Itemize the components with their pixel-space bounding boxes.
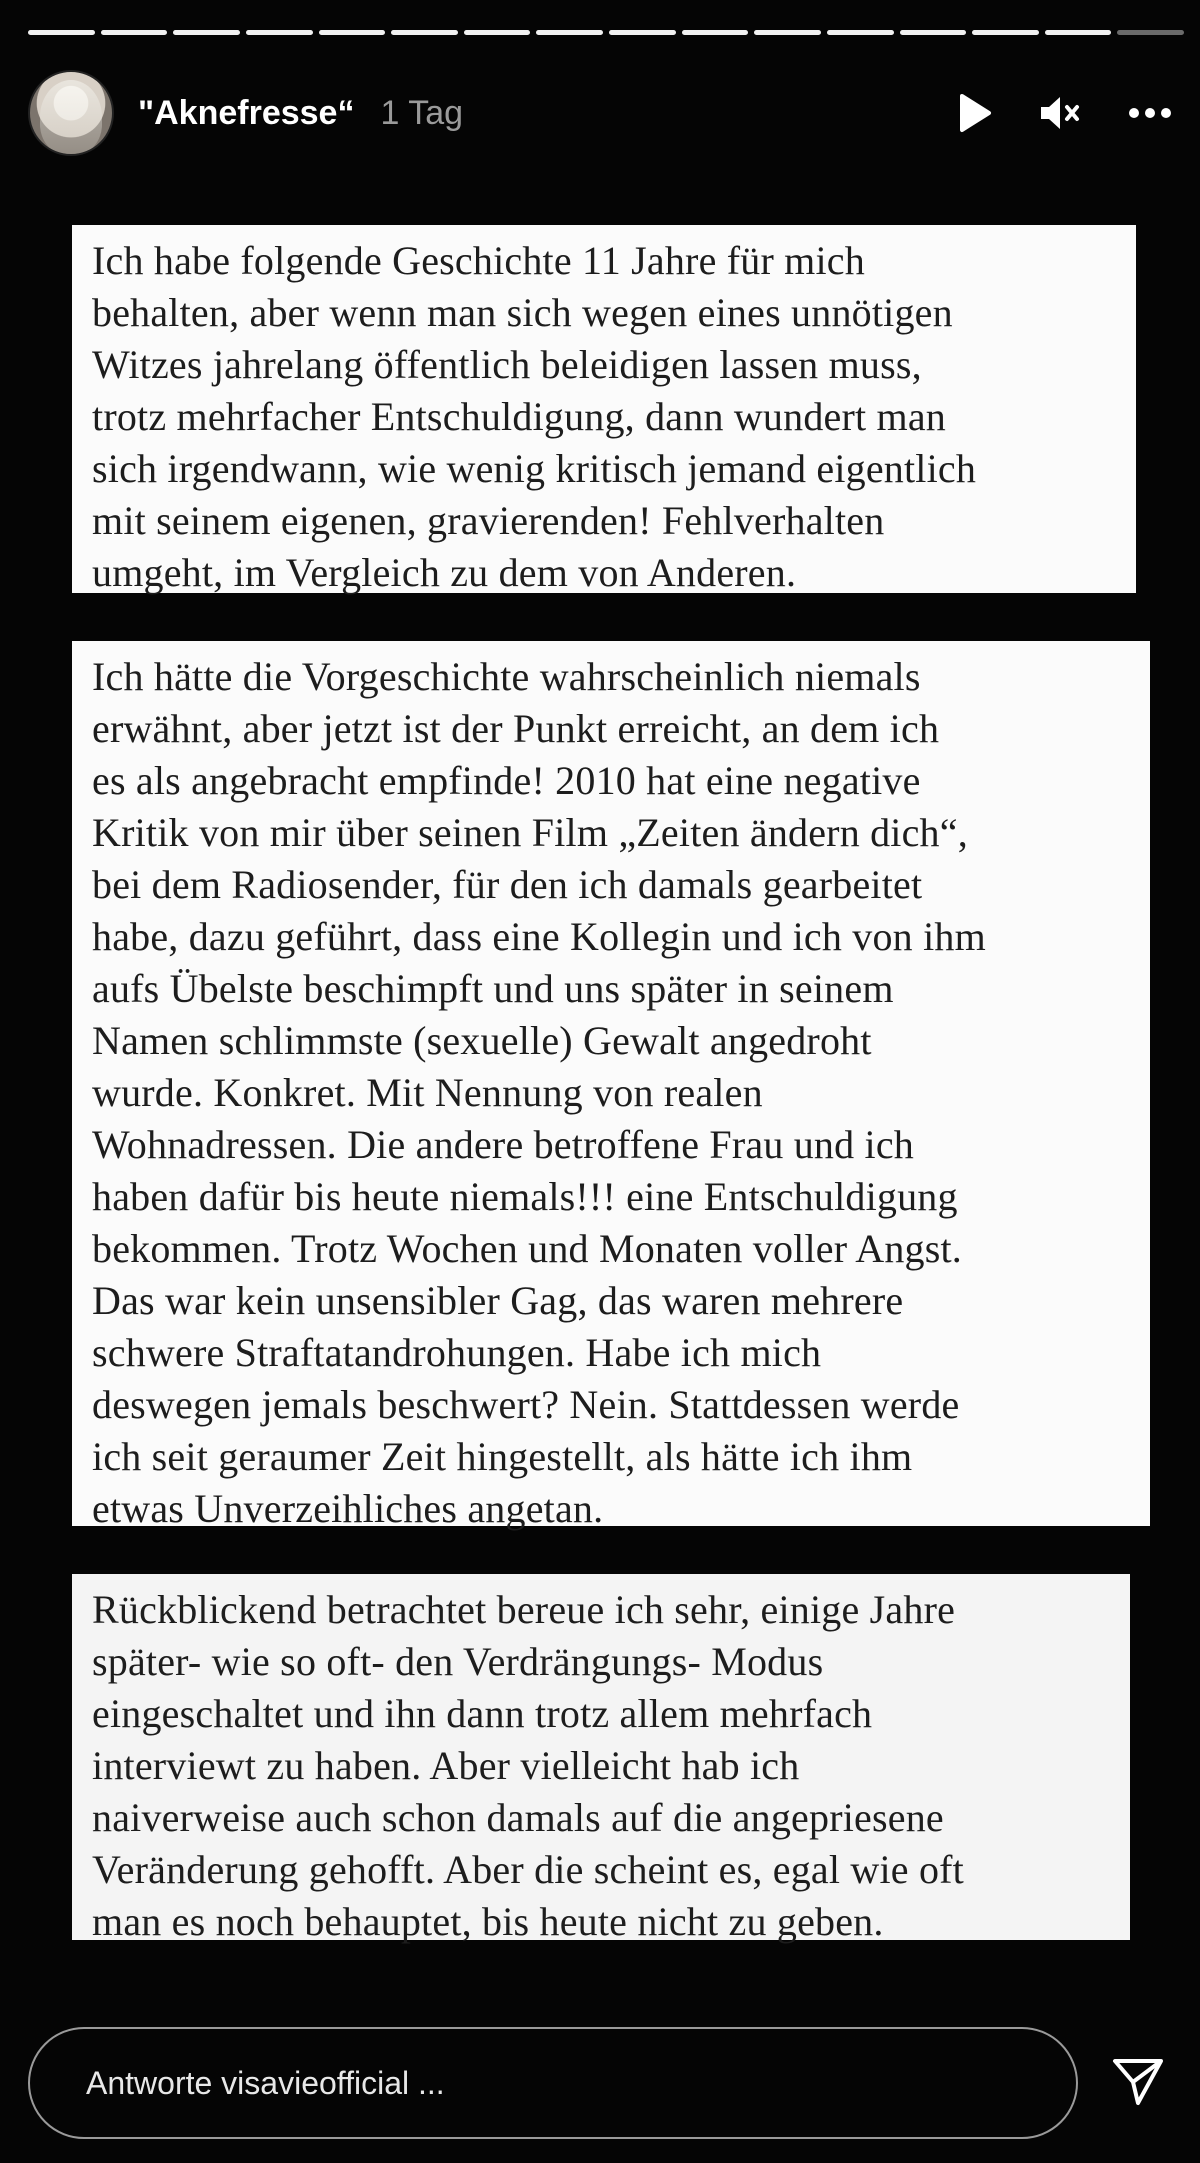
text-card-3: Rückblickend betrachtet bereue ich sehr, einige Jahre später- wie so oft- den Verdrängungs- Modus eingeschaltet und ihn dann trotz allem mehrfach interviewt zu haben. Aber vielleicht hab ich naiverweise auch schon damals auf die angepriesene Veränderung gehofft. Aber die scheint es, egal wie oft man es noch behauptet, bis heute nicht zu geben. — [72, 1574, 1130, 1940]
send-icon[interactable] — [1110, 2053, 1166, 2114]
reply-placeholder: Antworte visavieofficial ... — [86, 2064, 445, 2101]
play-icon[interactable] — [956, 93, 992, 133]
post-time: 1 Tag — [380, 93, 464, 132]
story-header — [28, 70, 1172, 156]
progress-segment — [754, 30, 821, 35]
header-controls — [956, 93, 1172, 133]
username[interactable]: "Aknefresse“ — [138, 93, 355, 132]
progress-segment-current — [1117, 30, 1184, 35]
progress-segment — [28, 30, 95, 35]
progress-segment — [173, 30, 240, 35]
text-card-2: Ich hätte die Vorgeschichte wahrscheinlich niemals erwähnt, aber jetzt ist der Punkt erreicht, an dem ich es als angebracht empfinde! 2010 hat eine negative Kritik von mir über seinen Film „Zeiten ändern dich“, bei dem Radiosender, für den ich damals gearbeitet habe, dazu geführt, dass eine Kollegin und ich von ihm aufs Übelste beschimpft und uns später in seinem Namen schlimmste (sexuelle) Gewalt angedroht wurde. Konkret. Mit Nennung von realen Wohnadressen. Die andere betroffene Frau und ich haben dafür bis heute niemals!!! eine Entschuldigung bekommen. Trotz Wochen und Monaten voller Angst. Das war kein unsensibler Gag, das waren mehrere schwere Straftatandrohungen. Habe ich mich deswegen jemals beschwert? Nein. Stattdessen werde ich seit geraumer Zeit hingestellt, als hätte ich ihm etwas Unverzeihliches angetan. — [72, 641, 1150, 1526]
progress-segment — [464, 30, 531, 35]
text-card-1: Ich habe folgende Geschichte 11 Jahre für mich behalten, aber wenn man sich wegen eines unnötigen Witzes jahrelang öffentlich beleidigen lassen muss, trotz mehrfacher Entschuldigung, dann wundert man sich irgendwann, wie wenig kritisch jemand eigentlich mit seinem eigenen, gravierenden! Fehlverhalten umgeht, im Vergleich zu dem von Anderen. — [72, 225, 1136, 593]
avatar[interactable] — [28, 70, 114, 156]
progress-segment — [972, 30, 1039, 35]
progress-segment — [246, 30, 313, 35]
progress-segment — [319, 30, 386, 35]
progress-segment — [391, 30, 458, 35]
progress-segment — [827, 30, 894, 35]
mute-icon[interactable] — [1038, 93, 1082, 133]
progress-segment — [536, 30, 603, 35]
progress-segment — [1045, 30, 1112, 35]
progress-segment — [682, 30, 749, 35]
story-progress-bar — [28, 30, 1184, 36]
progress-segment — [900, 30, 967, 35]
progress-segment — [101, 30, 168, 35]
story-footer — [28, 2026, 1172, 2140]
more-icon[interactable] — [1128, 107, 1172, 119]
reply-input[interactable] — [28, 2027, 1078, 2139]
progress-segment — [609, 30, 676, 35]
